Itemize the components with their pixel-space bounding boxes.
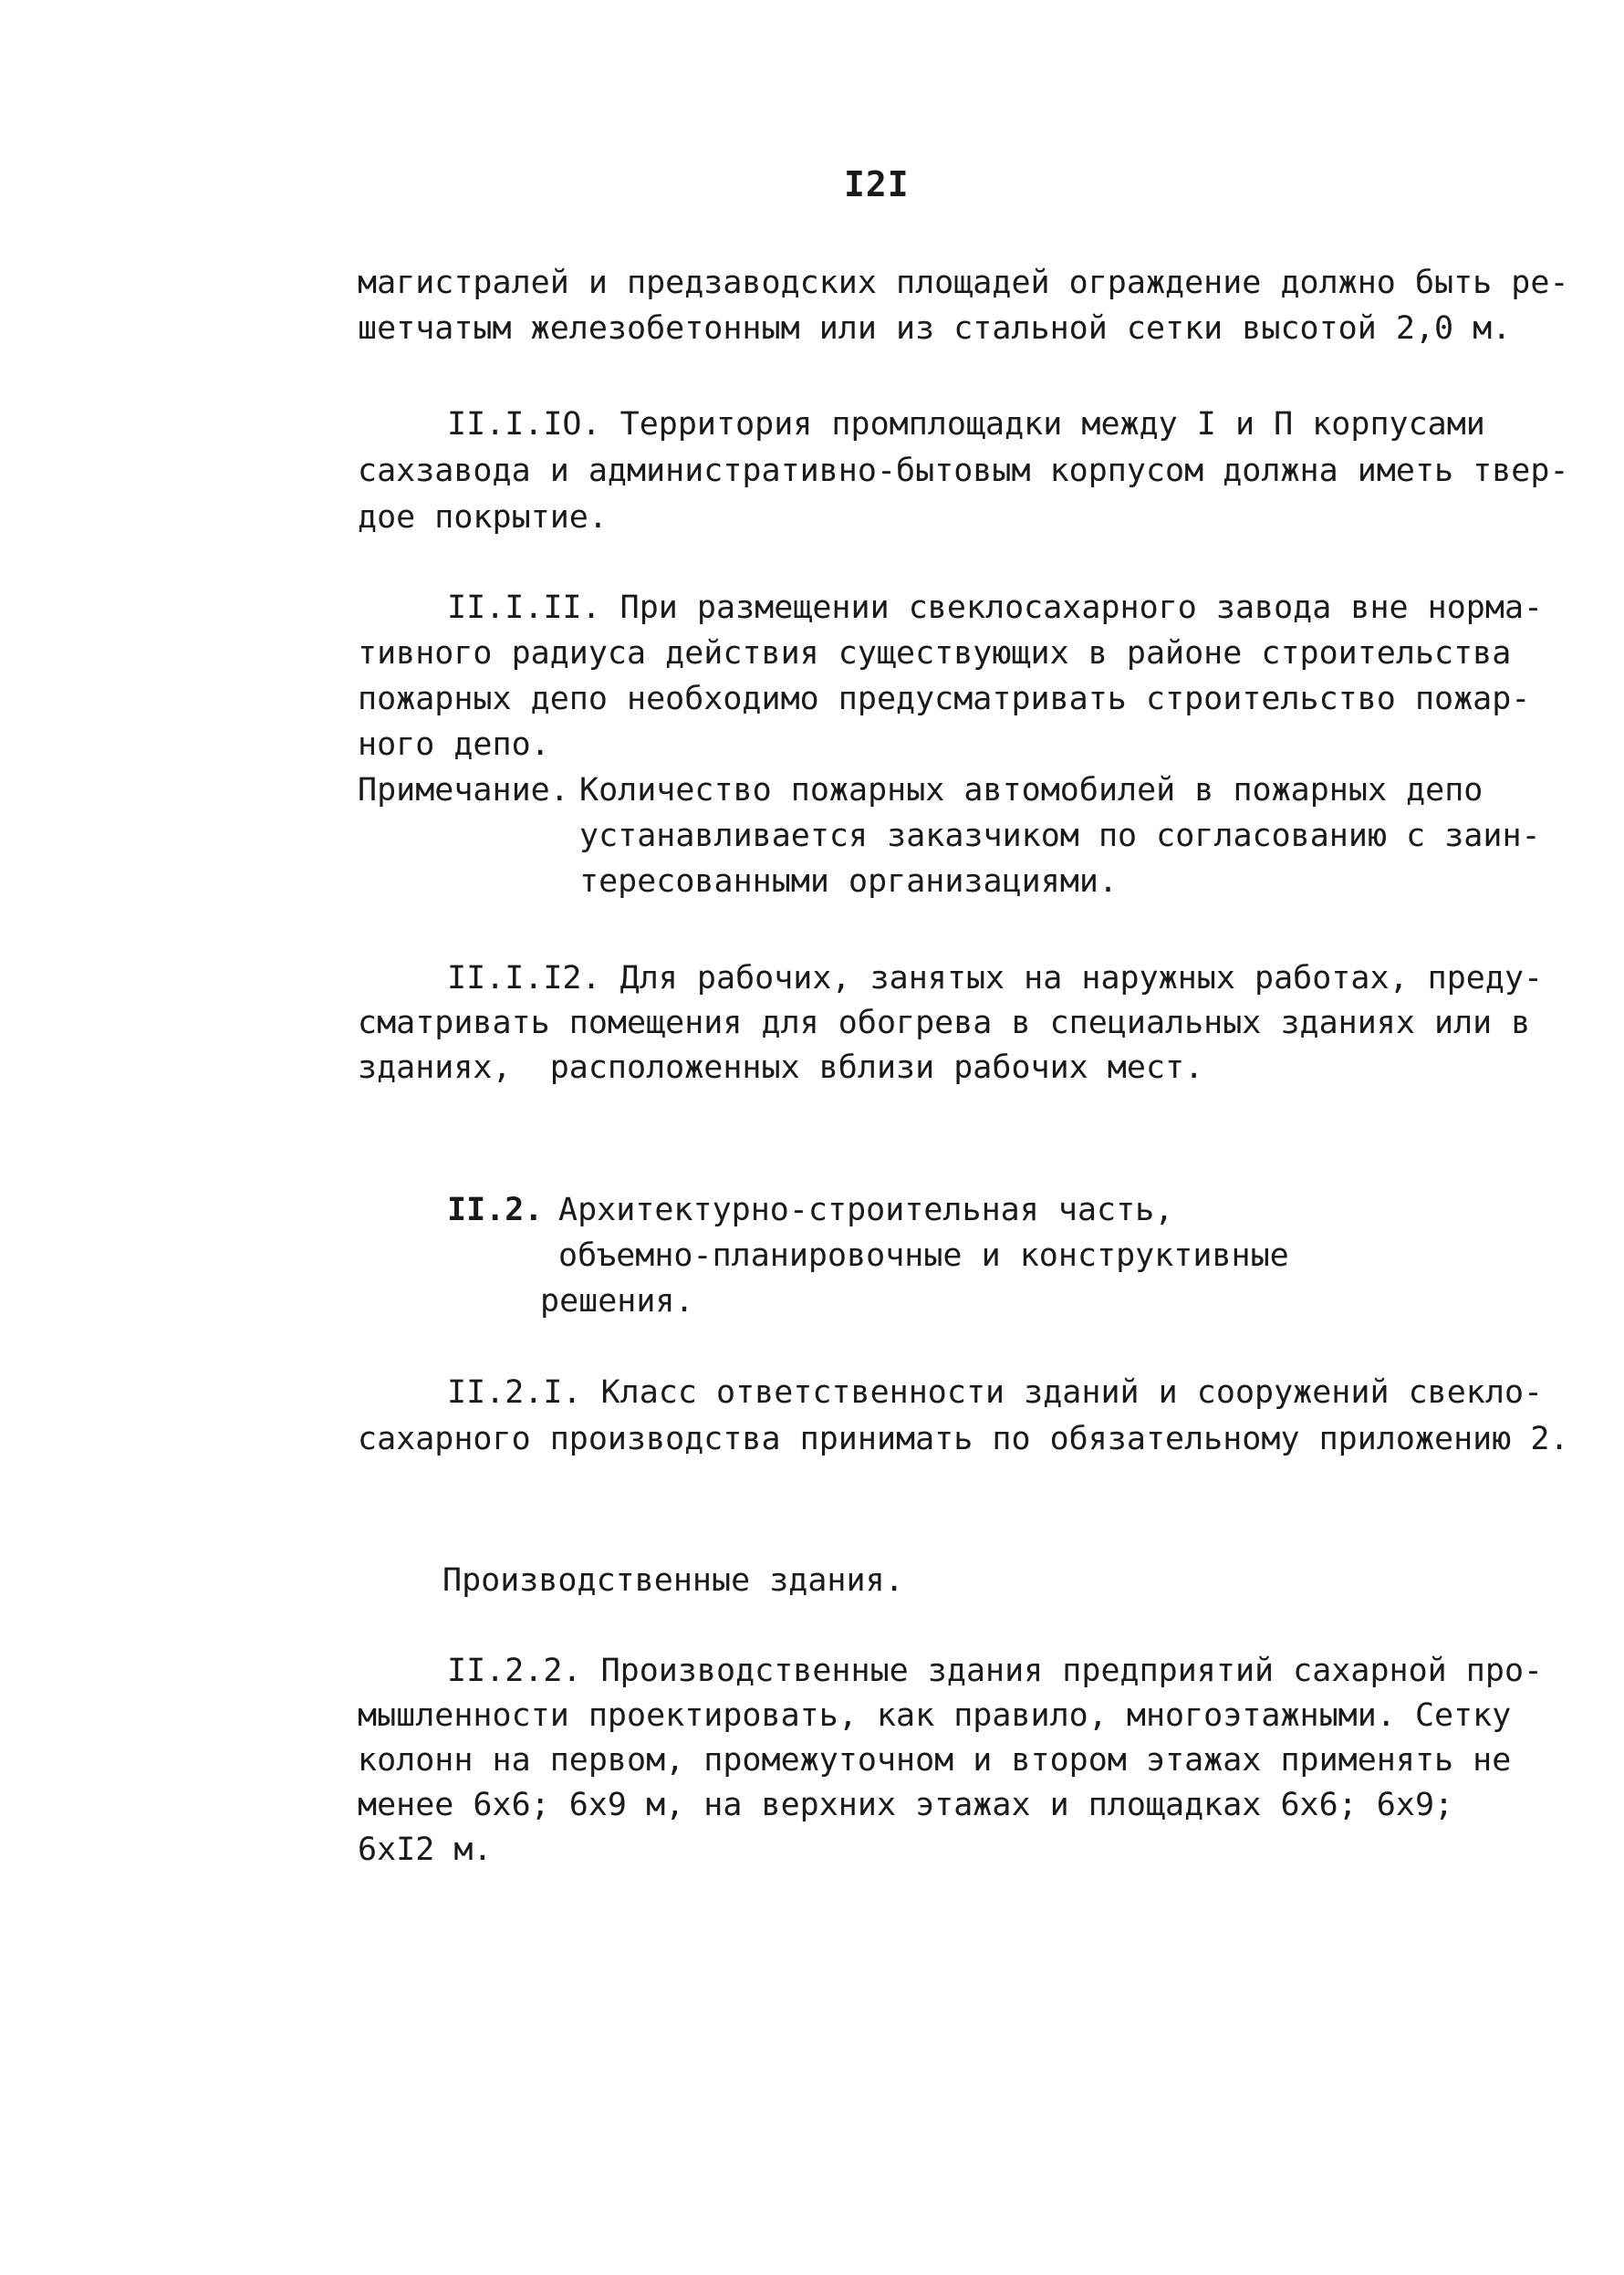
- note-line-3: тересованными организациями.: [579, 863, 1119, 900]
- section-title-line-1: Архитектурно-строительная часть,: [558, 1192, 1174, 1228]
- note-line-2: устанавливается заказчиком по согласованию с заин-: [579, 818, 1541, 854]
- clause-11-2-2-line-3: колонн на первом, промежуточном и втором этажах применять не: [358, 1742, 1512, 1779]
- clause-11-1-11-line-3: пожарных депо необходимо предусматривать строительство пожар-: [358, 681, 1531, 717]
- clause-11-1-10-line-1: II.I.IO. Территория промплощадки между I и П корпусами: [447, 406, 1485, 443]
- clause-11-1-11-line-2: тивного радиуса действия существующих в районе строительства: [358, 635, 1512, 672]
- page-number: I2I: [844, 164, 910, 204]
- section-title-line-2: объемно-планировочные и конструктивные: [558, 1237, 1289, 1274]
- continuation-line-2: шетчатым железобетонным или из стальной сетки высотой 2,0 м.: [358, 310, 1512, 347]
- clause-11-1-12-line-1: II.I.I2. Для рабочих, занятых на наружных работах, преду-: [447, 960, 1544, 997]
- clause-11-1-10-line-3: дое покрытие.: [358, 499, 608, 536]
- continuation-line-1: магистралей и предзаводских площадей ограждение должно быть ре-: [358, 265, 1569, 301]
- clause-11-1-11-line-1: II.I.II. При размещении свеклосахарного завода вне норма-: [447, 590, 1544, 626]
- clause-11-2-1-line-2: сахарного производства принимать по обязательному приложению 2.: [358, 1421, 1569, 1457]
- subheading-production-buildings: Производственные здания.: [442, 1562, 904, 1599]
- clause-11-1-10-line-2: сахзавода и административно-бытовым корпусом должна иметь твер-: [358, 453, 1569, 489]
- clause-11-1-12-line-3: зданиях, расположенных вблизи рабочих мест.: [358, 1049, 1204, 1086]
- section-title-line-3: решения.: [540, 1283, 694, 1320]
- clause-11-1-12-line-2: сматривать помещения для обогрева в специальных зданиях или в: [358, 1005, 1531, 1041]
- clause-11-2-2-line-5: 6хI2 м.: [358, 1831, 493, 1868]
- clause-11-2-2-line-2: мышленности проектировать, как правило, многоэтажными. Сетку: [358, 1697, 1512, 1734]
- clause-11-2-1-line-1: II.2.I. Класс ответственности зданий и сооружений свекло-: [447, 1374, 1544, 1411]
- section-number: II.2.: [447, 1192, 544, 1228]
- note-line-1: Количество пожарных автомобилей в пожарных депо: [579, 772, 1483, 809]
- clause-11-2-2-line-4: менее 6х6; 6х9 м, на верхних этажах и площадках 6х6; 6х9;: [358, 1787, 1454, 1823]
- clause-11-1-11-line-4: ного депо.: [358, 726, 550, 763]
- note-label: Примечание.: [358, 772, 569, 809]
- clause-11-2-2-line-1: II.2.2. Производственные здания предприятий сахарной про-: [447, 1653, 1544, 1689]
